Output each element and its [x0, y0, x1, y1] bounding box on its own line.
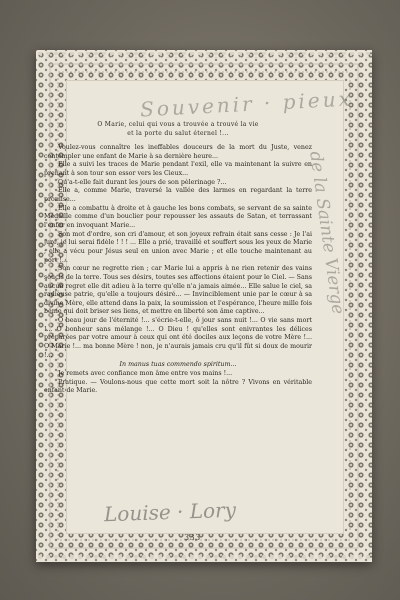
prayer-text: [44, 120, 312, 396]
prayer-heading: [44, 120, 312, 138]
heading-line-1: O Marie, celui qui vous a trouvée a trouvé la vie: [97, 121, 259, 128]
handwritten-inscription-side: de la Sainte Vierge: [305, 150, 348, 316]
handwritten-signature: Louise · Lory: [103, 497, 237, 527]
paragraph: O beau jour de l'éternité !... s'écrie-t-elle, ô jour sans nuit !... O vie sans mort !... O bonheur sans mélange !... O Dieu ! qu'elles sont enivrantes les délices préparées par votre amour à ceux qui ont été dociles aux leçons de votre Mère !... O Marie !... ma bonne Mère ! non, je n'aurais jamais cru qu'il fût si doux de mourir !...: [44, 317, 312, 359]
practice-note: Pratique. — Voulons-nous que cette mort soit la nôtre ? Vivons en véritable enfant de Marie.: [44, 378, 312, 395]
paragraph: Son mot d'ordre, son cri d'amour, et son joyeux refrain était sans cesse : Je l'ai juré, je lui serai fidèle ! ! ! ... Elle a prié, travaillé et souffert sous les yeux de Marie ; elle a vécu pour Jésus seul en union avec Marie ; et elle touche maintenant au port !...: [44, 230, 312, 264]
latin-verse: In manus tuas commendo spiritum...: [119, 361, 237, 369]
paragraph: Je remets avec confiance mon âme entre vos mains !...: [58, 370, 233, 378]
paragraph: Son cœur ne regrette rien ; car Marie lui a appris à ne rien retenir des vains soucis de la terre. Tous ses désirs, toutes ses affections étaient pour le Ciel. — Sans aucun regret elle dit adieu à la terre qu'elle n'a jamais aimée... Elle salue le ciel, sa radieuse patrie, qu'elle a toujours désiré... — Invinciblement unie par le cœur à sa divine Mère, elle attend dans la paix, la soumission et l'espérance, l'heure mille fois bénie qui doit briser ses liens, et mettre en liberté son âme captive...: [44, 265, 313, 316]
page-number: 333: [184, 533, 201, 542]
paragraph: Voulez-vous connaître les ineffables douceurs de la mort du Juste, venez contempler une enfant de Marie à sa dernière heure...: [44, 144, 312, 160]
heading-line-2: et la porte du salut éternel !...: [127, 130, 229, 137]
paragraph: Elle a suivi les traces de Marie pendant l'exil, elle va maintenant la suivre en prenant à son tour son essor vers les Cieux...: [44, 161, 312, 177]
paragraph: Elle a, comme Marie, traversé la vallée des larmes en regardant la terre promise...: [44, 187, 312, 203]
paragraph: Qu'a-t-elle fait durant les jours de son pèlerinage ?...: [58, 178, 227, 186]
handwritten-inscription-top: Souvenir · pieux: [139, 86, 354, 122]
paragraph: Elle a combattu à droite et à gauche les bons combats, se servant de sa sainte Médaille comme d'un bouclier pour repousser les assauts de Satan, et terrassant l'enfer en invoquant Marie...: [44, 204, 312, 229]
